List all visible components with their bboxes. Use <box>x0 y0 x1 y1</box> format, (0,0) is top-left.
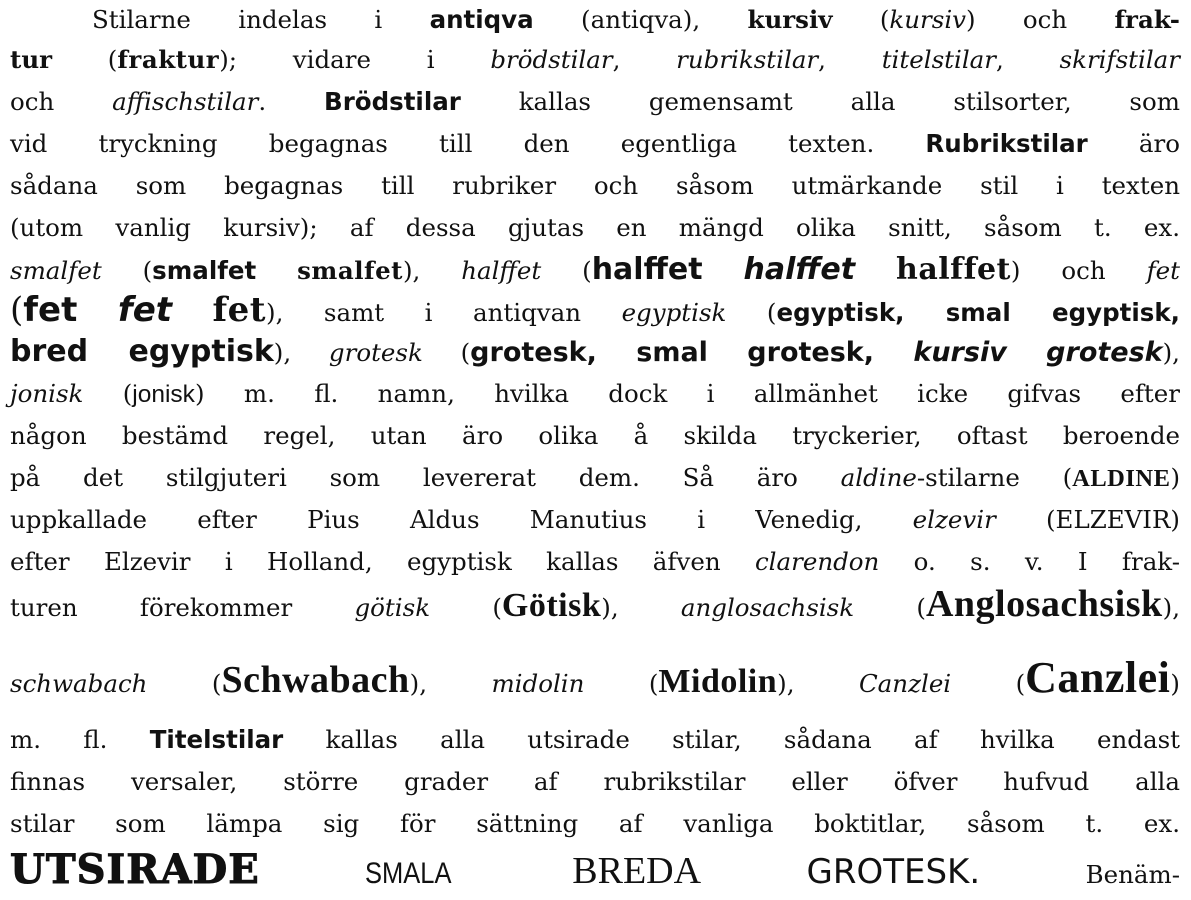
text-span: ) och <box>966 5 1115 34</box>
text-line-17 <box>10 720 1180 760</box>
text-span: kallas alla utsirade stilar, sådana af hvilka endast <box>283 725 1180 754</box>
text-span: Titelstilar <box>149 725 284 754</box>
text-span: sådana som begagnas till rubriker och såsom utmärkande stil i texten <box>10 171 1180 200</box>
text-span: grotesk <box>328 338 423 367</box>
text-span: Stilarne indelas i <box>92 5 430 34</box>
text-line-19 <box>10 804 1180 844</box>
text-span: halffet <box>743 252 856 287</box>
text-span: Canzlei <box>1025 653 1171 702</box>
text-line-13 <box>10 500 1180 540</box>
text-line-3 <box>10 82 1180 122</box>
text-span: Götisk <box>501 587 602 624</box>
text-span: ), <box>1162 338 1180 367</box>
text-span <box>467 860 572 889</box>
text-span: ( <box>832 5 890 34</box>
text-span: jonisk <box>10 379 84 408</box>
text-span: ), <box>777 669 859 698</box>
text-span: smalfet <box>10 256 102 285</box>
text-span: ( <box>430 593 502 622</box>
text-span: ) <box>1170 669 1180 698</box>
text-span: -stilarne ( <box>916 463 1073 492</box>
text-span: . <box>258 87 325 116</box>
text-span <box>260 860 365 889</box>
text-span: (utom vanlig kursiv); af dessa gjutas en mängd olika snitt, såsom t. ex. <box>10 213 1180 242</box>
text-span: finnas versaler, större grader af rubrikstilar eller öfver hufvud alla <box>10 767 1180 796</box>
text-span: ) och <box>1010 256 1147 285</box>
text-span: ( <box>101 256 153 285</box>
text-span: ), <box>402 256 462 285</box>
text-span: Anglosachsisk <box>925 583 1163 625</box>
text-span: m. fl. <box>10 725 150 754</box>
text-span: brödstilar <box>490 45 613 74</box>
text-line-7 <box>10 250 1180 291</box>
text-span: Brödstilar <box>324 87 461 116</box>
text-span: ), <box>273 338 329 367</box>
text-span: bred egyptisk <box>10 334 274 369</box>
text-span: GROTESK. <box>806 852 981 892</box>
text-span: på det stilgjuteri som levererat dem. Så äro <box>10 463 841 492</box>
text-span: rubrikstilar <box>676 45 819 74</box>
text-span: ( <box>541 256 592 285</box>
text-span: tur <box>10 45 53 74</box>
text-span: fet <box>23 290 78 330</box>
text-span <box>855 256 896 285</box>
text-span: , <box>612 45 677 74</box>
text-span: halffet <box>591 252 703 287</box>
ornamental-title-type: UTSIRADE <box>10 846 260 893</box>
text-span: fet <box>117 290 173 330</box>
text-span: ), <box>1162 593 1180 622</box>
text-span: smalfet <box>152 256 257 285</box>
text-line-9 <box>10 332 1180 373</box>
text-span: elzevir <box>912 505 996 534</box>
text-span: Midolin <box>658 663 778 700</box>
text-line-14 <box>10 542 1180 582</box>
text-span: Rubrikstilar <box>925 129 1088 158</box>
text-span <box>77 298 118 327</box>
text-span: BREDA <box>572 850 702 892</box>
text-span: stilar som lämpa sig för sättning af vanliga boktitlar, såsom t. ex. <box>10 809 1180 838</box>
text-line-20 <box>10 846 1180 899</box>
text-span: kursiv <box>889 5 967 34</box>
text-span: , <box>995 45 1060 74</box>
text-span: egyptisk, smal egyptisk, <box>776 298 1180 327</box>
text-span: ALDINE <box>1072 465 1171 492</box>
text-line-18 <box>10 762 1180 802</box>
text-span: SMALA <box>365 857 452 890</box>
text-span: ( <box>726 298 777 327</box>
text-line-12 <box>10 458 1180 499</box>
text-span: ( <box>951 669 1026 698</box>
text-span: ( <box>422 338 471 367</box>
text-span: ), samt i antiqvan <box>266 298 622 327</box>
text-span: ( <box>52 45 118 74</box>
text-span: uppkallade efter Pius Aldus Manutius i Venedig, <box>10 505 913 534</box>
text-span: skrifstilar <box>1059 45 1180 74</box>
text-line-1 <box>92 0 1180 40</box>
text-line-2 <box>10 40 1180 80</box>
text-span: o. s. v. I frak- <box>879 547 1181 576</box>
text-line-15 <box>10 584 1180 628</box>
text-span: ( <box>584 669 659 698</box>
text-span: Canzlei <box>858 669 952 698</box>
text-span <box>703 256 744 285</box>
text-span: (ELZEVIR) <box>995 505 1180 534</box>
text-span: kursiv <box>747 5 833 34</box>
text-span: fet <box>212 290 267 330</box>
text-span: anglosachsisk <box>680 593 855 622</box>
text-line-4 <box>10 124 1180 164</box>
text-span: halffet <box>461 256 542 285</box>
text-line-10 <box>10 374 1180 415</box>
text-span: vid tryckning begagnas till den egentliga texten. <box>10 129 926 158</box>
text-span: affischstilar <box>112 87 259 116</box>
text-span: , <box>818 45 882 74</box>
text-span: ) <box>1170 463 1180 492</box>
text-span: fet <box>1146 256 1181 285</box>
text-span: Schwabach <box>221 659 410 701</box>
text-span: ); vidare i <box>219 45 491 74</box>
text-span <box>256 256 297 285</box>
text-span <box>172 298 213 327</box>
text-line-5 <box>10 166 1180 206</box>
text-span: clarendon <box>754 547 880 576</box>
text-span: ( <box>83 379 133 408</box>
text-span: fraktur <box>117 45 220 74</box>
text-span: frak- <box>1114 5 1180 34</box>
text-span: antiqva <box>429 5 534 34</box>
text-span: ), <box>409 669 492 698</box>
text-span: ), <box>601 593 681 622</box>
text-span: kursiv grotesk <box>913 337 1163 368</box>
text-span <box>701 860 806 889</box>
text-span: äro <box>1087 129 1180 158</box>
text-line-16 <box>10 650 1180 712</box>
text-line-8 <box>10 290 1180 333</box>
text-span: ( <box>147 669 222 698</box>
text-span: halffet <box>896 252 1011 287</box>
text-span: och <box>10 87 113 116</box>
text-span: ( <box>10 290 24 330</box>
text-span: schwabach <box>10 669 148 698</box>
text-span: efter Elzevir i Holland, egyptisk kallas äfven <box>10 547 755 576</box>
text-span: någon bestämd regel, utan äro olika å skilda tryckerier, oftast beroende <box>10 421 1180 450</box>
text-line-6 <box>10 208 1180 248</box>
text-line-11 <box>10 416 1180 456</box>
text-span: ) m. fl. namn, hvilka dock i allmänhet icke gifvas efter <box>194 379 1180 408</box>
text-span: turen förekommer <box>10 593 355 622</box>
text-span: aldine <box>840 463 917 492</box>
text-span: (antiqva), <box>533 5 748 34</box>
text-span: kallas gemensamt alla stilsorter, som <box>460 87 1180 116</box>
text-span: götisk <box>354 593 431 622</box>
text-span: smalfet <box>297 256 403 285</box>
text-span: titelstilar <box>881 45 996 74</box>
text-span: grotesk, smal grotesk, <box>470 337 914 368</box>
text-span: ( <box>854 593 926 622</box>
text-span: midolin <box>491 669 585 698</box>
text-span: Benäm- <box>980 860 1180 889</box>
text-span: jonisk <box>132 381 195 408</box>
text-span: egyptisk <box>621 298 727 327</box>
